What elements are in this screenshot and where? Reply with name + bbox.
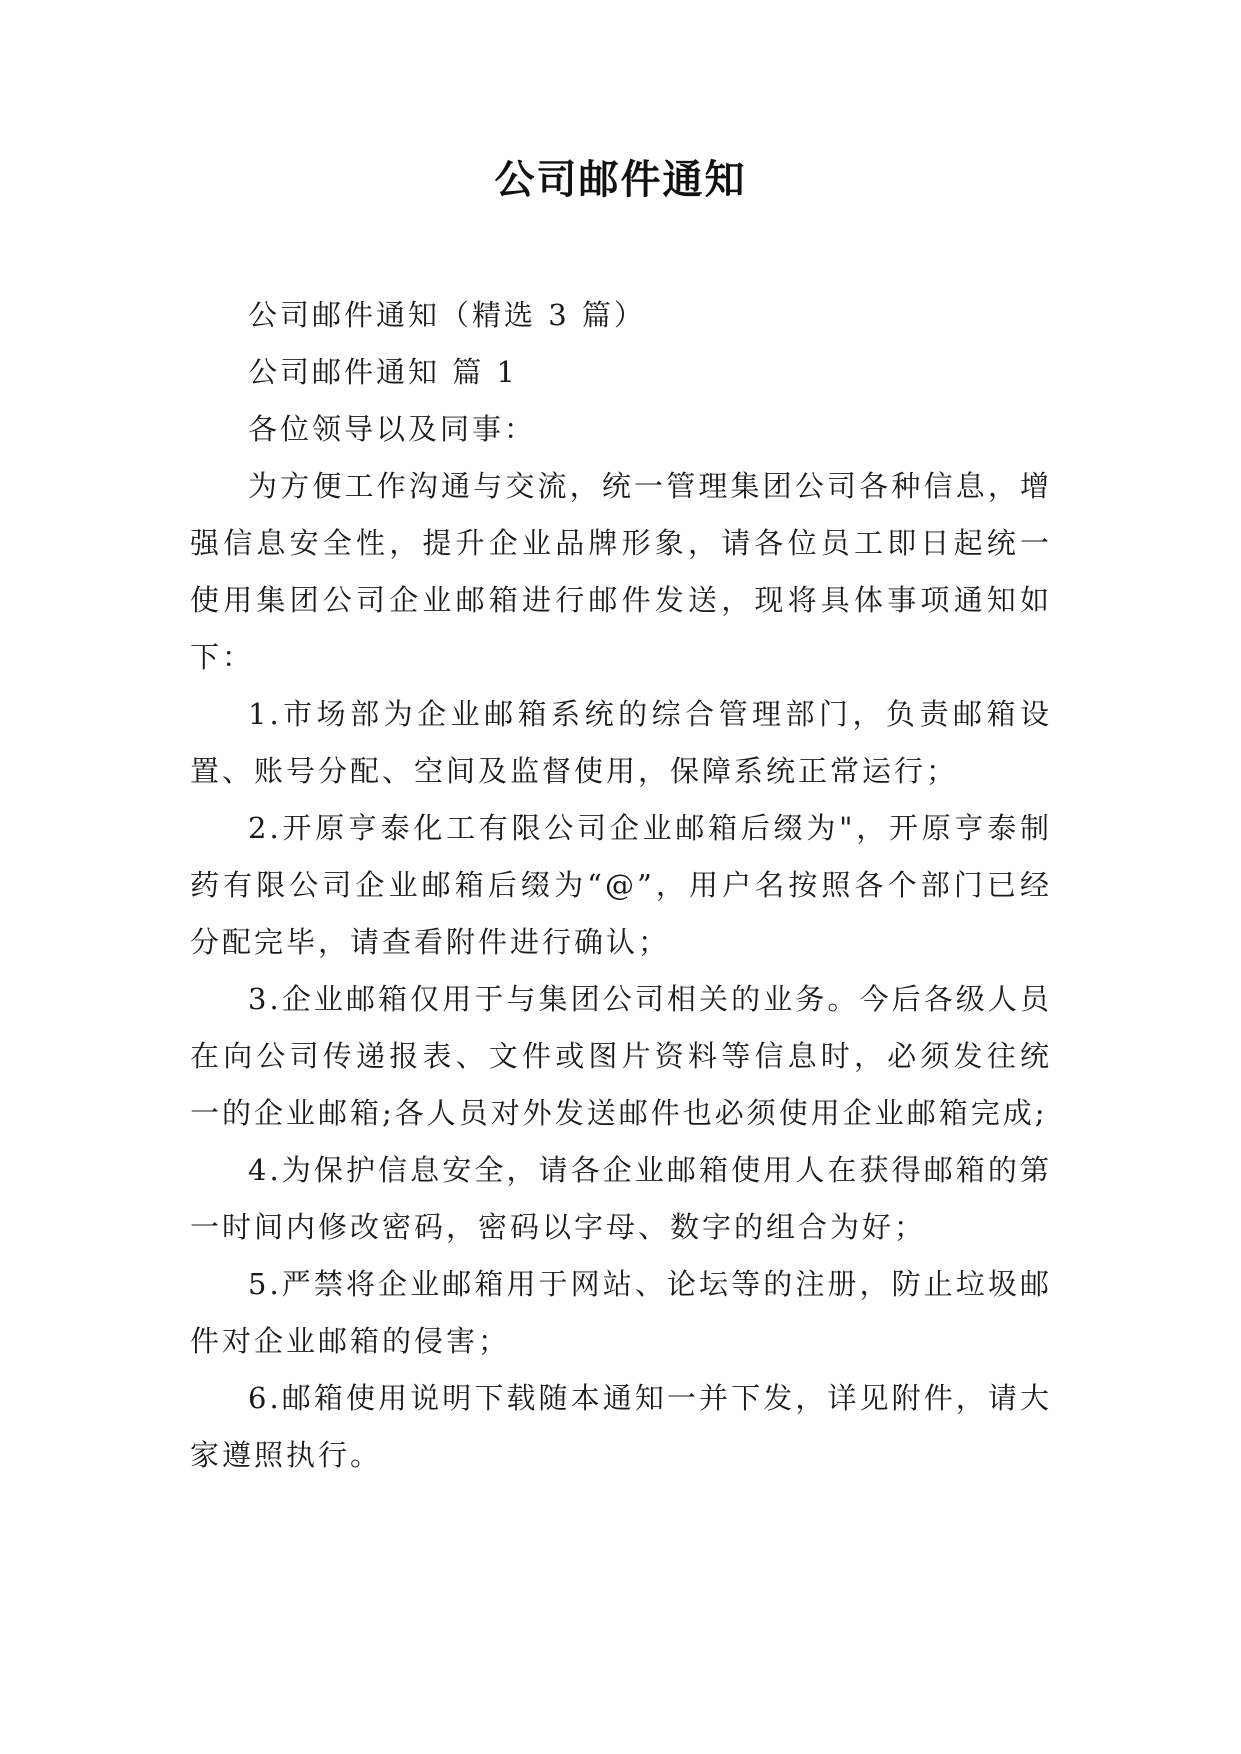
intro-paragraph: 为方便工作沟通与交流，统一管理集团公司各种信息，增强信息安全性，提升企业品牌形象，请各位员工即日起统一使用集团公司企业邮箱进行邮件发送，现将具体事项通知如下：	[190, 469, 1052, 674]
item-paragraph-5: 5.严禁将企业邮箱用于网站、论坛等的注册，防止垃圾邮件对企业邮箱的侵害；	[190, 1267, 1052, 1358]
item-paragraph-3: 3.企业邮箱仅用于与集团公司相关的业务。今后各级人员在向公司传递报表、文件或图片资料等信息时，必须发往统一的企业邮箱;各人员对外发送邮件也必须使用企业邮箱完成;	[190, 982, 1052, 1130]
item-paragraph-4: 4.为保护信息安全，请各企业邮箱使用人在获得邮箱的第一时间内修改密码，密码以字母、数字的组合为好；	[190, 1153, 1052, 1244]
item-paragraph-1: 1.市场部为企业邮箱系统的综合管理部门，负责邮箱设置、账号分配、空间及监督使用，保障系统正常运行；	[190, 697, 1052, 788]
document-title: 公司邮件通知	[494, 157, 747, 203]
subtitle-paragraph: 公司邮件通知（精选 3 篇）	[248, 298, 646, 332]
document-body	[190, 287, 1052, 1484]
item-paragraph-2: 2.开原亨泰化工有限公司企业邮箱后缀为"，开原亨泰制药有限公司企业邮箱后缀为“@”，用户名按照各个部门已经分配完毕，请查看附件进行确认；	[190, 811, 1052, 959]
salutation: 各位领导以及同事：	[248, 412, 537, 446]
item-paragraph-6: 6.邮箱使用说明下载随本通知一并下发，详见附件，请大家遵照执行。	[190, 1381, 1052, 1472]
section-heading: 公司邮件通知 篇 1	[248, 355, 518, 389]
